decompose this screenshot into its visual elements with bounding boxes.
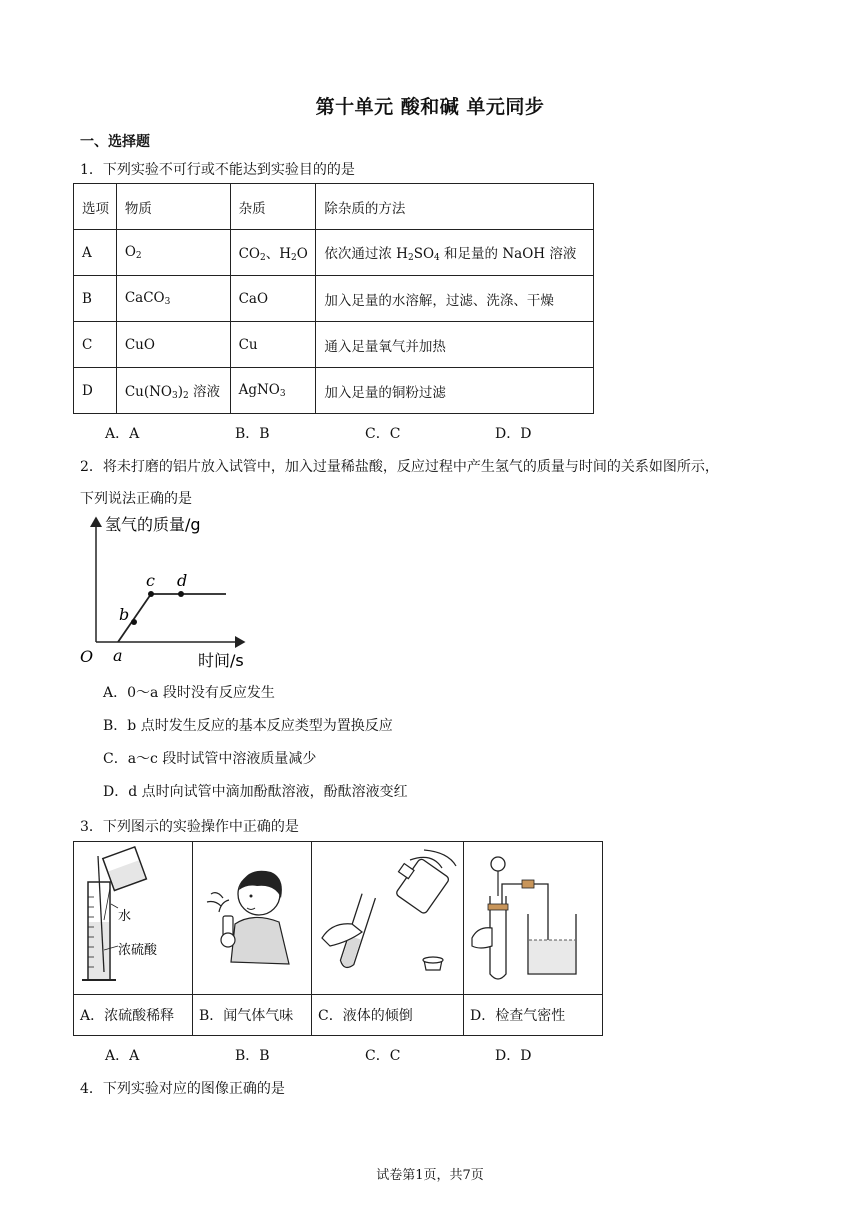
table-row [74,230,594,276]
hydrogen-curve [118,594,226,642]
header-cell: 除杂质的方法 [316,184,594,230]
q2-option-a[interactable]: A．0～a 段时没有反应发生 [103,685,275,701]
q2-option-d[interactable]: D．d 点时向试管中滴加酚酞溶液，酚酞溶液变红 [103,784,408,800]
table-row [74,368,594,414]
dilution-illustration [74,842,192,990]
method-cell: 加入足量的水溶解，过滤、洗涤、干燥 [316,276,594,322]
impurity-cell: $CO_2$、$H_2O$ [230,230,316,276]
substance-cell: CuO [116,322,230,368]
impurity-cell: Cu [230,322,316,368]
choice-d[interactable]: D．D [495,1048,532,1064]
table-header-row [74,184,594,230]
point-c-label: c [146,571,155,590]
header-cell: 选项 [74,184,117,230]
smell-illustration [193,842,311,990]
table-row [74,322,594,368]
method-cell: 依次通过浓 $H_2SO_4$ 和足量的 NaOH 溶液 [316,230,594,276]
q2-stem-line1: 2．将未打磨的铝片放入试管中，加入过量稀盐酸，反应过程中产生氢气的质量与时间的关系如图所示， [80,459,719,475]
section-heading: 一、选择题 [80,134,150,150]
substance-cell: CaCO$_3$ [116,276,230,322]
q2-option-c[interactable]: C．a～c 段时试管中溶液质量减少 [103,751,317,767]
substance-cell: $Cu(NO_3)_2$ 溶液 [116,368,230,414]
q2-stem-line2: 下列说法正确的是 [80,491,192,507]
point-d-label: d [177,571,188,590]
choice-c[interactable]: C．C [365,426,401,442]
q3-choices [105,1045,625,1065]
y-axis-label: 氢气的质量/g [105,515,201,534]
q4-stem: 4．下列实验对应的图像正确的是 [80,1081,285,1097]
page-title: 第十单元 酸和碱 单元同步 [315,96,545,118]
choice-c[interactable]: C．C [365,1048,401,1064]
impurity-cell: AgNO$_3$ [230,368,316,414]
header-cell: 物质 [116,184,230,230]
water-label: 水 [118,909,132,924]
method-cell: 通入足量氧气并加热 [316,322,594,368]
choice-b[interactable]: B．B [235,426,270,442]
q1-stem: 1．下列实验不可行或不能达到实验目的的是 [80,162,355,178]
method-cell: 加入足量的铜粉过滤 [316,368,594,414]
q3-table [73,841,603,1036]
table-row [74,276,594,322]
point-b-dot [131,619,137,625]
impurity-cell: CaO [230,276,316,322]
option-cell: D [74,368,117,414]
option-cell: B [74,276,117,322]
caption-d: D．检查气密性 [464,995,603,1036]
choice-a[interactable]: A．A [105,1048,140,1064]
choice-b[interactable]: B．B [235,1048,270,1064]
substance-cell: $O_2$ [116,230,230,276]
acid-label: 浓硫酸 [118,943,158,958]
choice-d[interactable]: D．D [495,426,532,442]
image-row [74,842,603,995]
point-a-label: a [113,646,123,665]
pour-image-cell [312,842,464,995]
caption-row [74,995,603,1036]
header-cell: 杂质 [230,184,316,230]
q3-stem: 3．下列图示的实验操作中正确的是 [80,819,299,835]
q2-graph [78,510,258,670]
caption-a: A．浓硫酸稀释 [74,995,193,1036]
caption-b: B．闻气体气味 [193,995,312,1036]
option-cell: C [74,322,117,368]
point-b-label: b [119,605,130,624]
dilution-image-cell [74,842,193,995]
option-cell: A [74,230,117,276]
origin-label: O [80,647,94,666]
point-d-dot [178,591,184,597]
q1-table [73,183,594,414]
airtight-illustration [464,842,602,990]
pour-illustration [312,842,463,990]
q2-option-b[interactable]: B．b 点时发生反应的基本反应类型为置换反应 [103,718,393,734]
q1-choices [105,423,625,443]
x-axis-label: 时间/s [198,651,244,670]
page-footer: 试卷第1页，共7页 [376,1168,484,1183]
airtight-image-cell [464,842,603,995]
caption-c: C．液体的倾倒 [312,995,464,1036]
choice-a[interactable]: A．A [105,426,140,442]
point-c-dot [148,591,154,597]
smell-image-cell [193,842,312,995]
